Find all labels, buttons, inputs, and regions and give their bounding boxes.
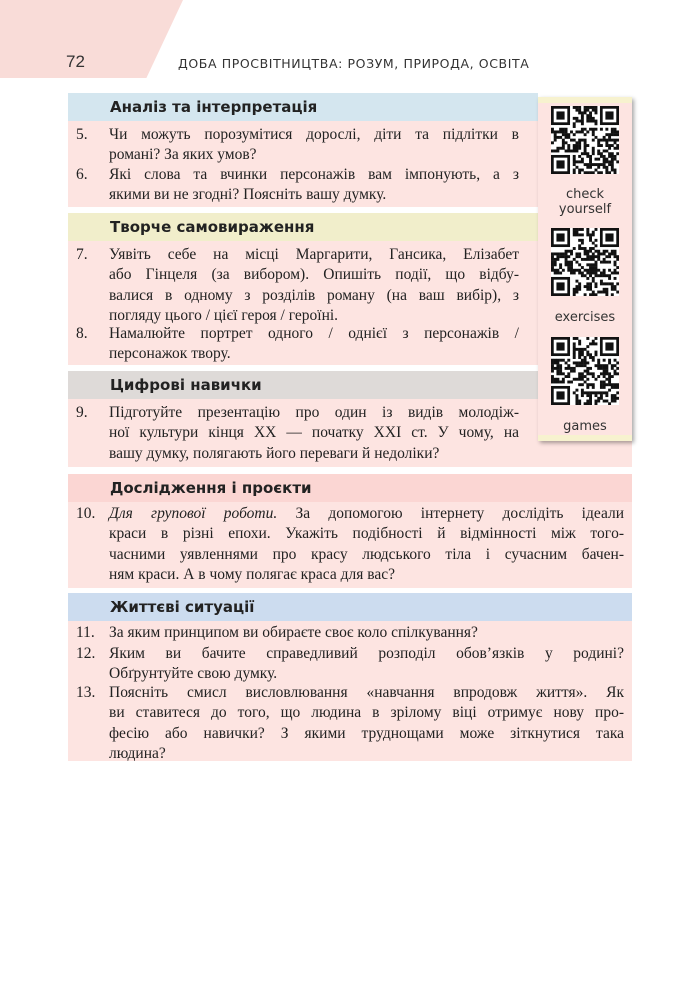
panel-bottom-strip xyxy=(538,435,632,441)
qr-code-icon[interactable] xyxy=(551,228,619,296)
qr-code-graphic xyxy=(551,337,619,405)
group-work-label: Для групової роботи. xyxy=(109,505,278,522)
qr-code-icon[interactable] xyxy=(551,106,619,174)
qr-code-graphic xyxy=(551,228,619,296)
qr-code-icon[interactable] xyxy=(551,337,619,405)
section-body-digital: 9. Підготуйте презентацію про один із видів молодіж- ної культури кінця XX — початку XXI ст. У чому, на вашу думку, полягають його переваги й недоліки? xyxy=(68,399,632,467)
qr-code-graphic xyxy=(551,106,619,174)
section-body-creative: 7. Уявіть себе на місці Маргарити, Гансика, Елізабет або Гінцеля (за вибором). Опишіть події, що відбу- валися в одному з розділів роману (на ваш вибір), з погляду цього / цієї героя / героїні. 8. Намалюйте портрет одного / однієї з персонажів / персонажок твору. xyxy=(68,241,538,365)
check-yourself-label[interactable]: check yourself xyxy=(558,187,612,217)
corner-decoration xyxy=(0,0,183,78)
qr-panel xyxy=(538,97,632,441)
panel-top-strip xyxy=(538,97,632,103)
section-heading-analysis: Аналіз та інтерпретація xyxy=(68,93,538,121)
page-number: 72 xyxy=(66,52,85,71)
section-body-life: 11. За яким принципом ви обираєте своє коло спілкування? 12. Яким ви бачите справедливий розподіл обов’язків у родині? Обґрунтуйте свою думку. 13. Поясніть смисл висловлювання «навчання впродовж життя». Як ви ставитеся до того, що людина в зрілому віці отримує нову про- фесію або навички? З якими труднощами може зіткнутися така людина? xyxy=(68,621,632,761)
exercises-label[interactable]: exercises xyxy=(554,310,616,325)
section-body-research: 10. Для групової роботи. За допомогою інтернету дослідіть ідеали краси в різні епохи. Укажіть подібності й відмінності між тогo- часними уявленнями про красу людського тіла і сучасним бачен- ням краси. А в чому полягає краса для вас? xyxy=(68,502,632,588)
section-heading-creative: Творче самовираження xyxy=(68,213,538,241)
section-heading-life: Життєві ситуації xyxy=(68,593,632,621)
section-body-analysis: 5. Чи можуть порозумітися дорослі, діти та підлітки в романі? За яких умов? 6. Які слова та вчинки персонажів вам імпонують, а з якими ви не згодні? Поясніть вашу думку. xyxy=(68,121,538,207)
section-heading-digital: Цифрові навички xyxy=(68,371,538,399)
running-header: ДОБА ПРОСВІТНИЦТВА: РОЗУМ, ПРИРОДА, ОСВІТА xyxy=(178,56,530,71)
games-label[interactable]: games xyxy=(563,419,607,434)
section-heading-research: Дослідження і проєкти xyxy=(68,474,632,502)
